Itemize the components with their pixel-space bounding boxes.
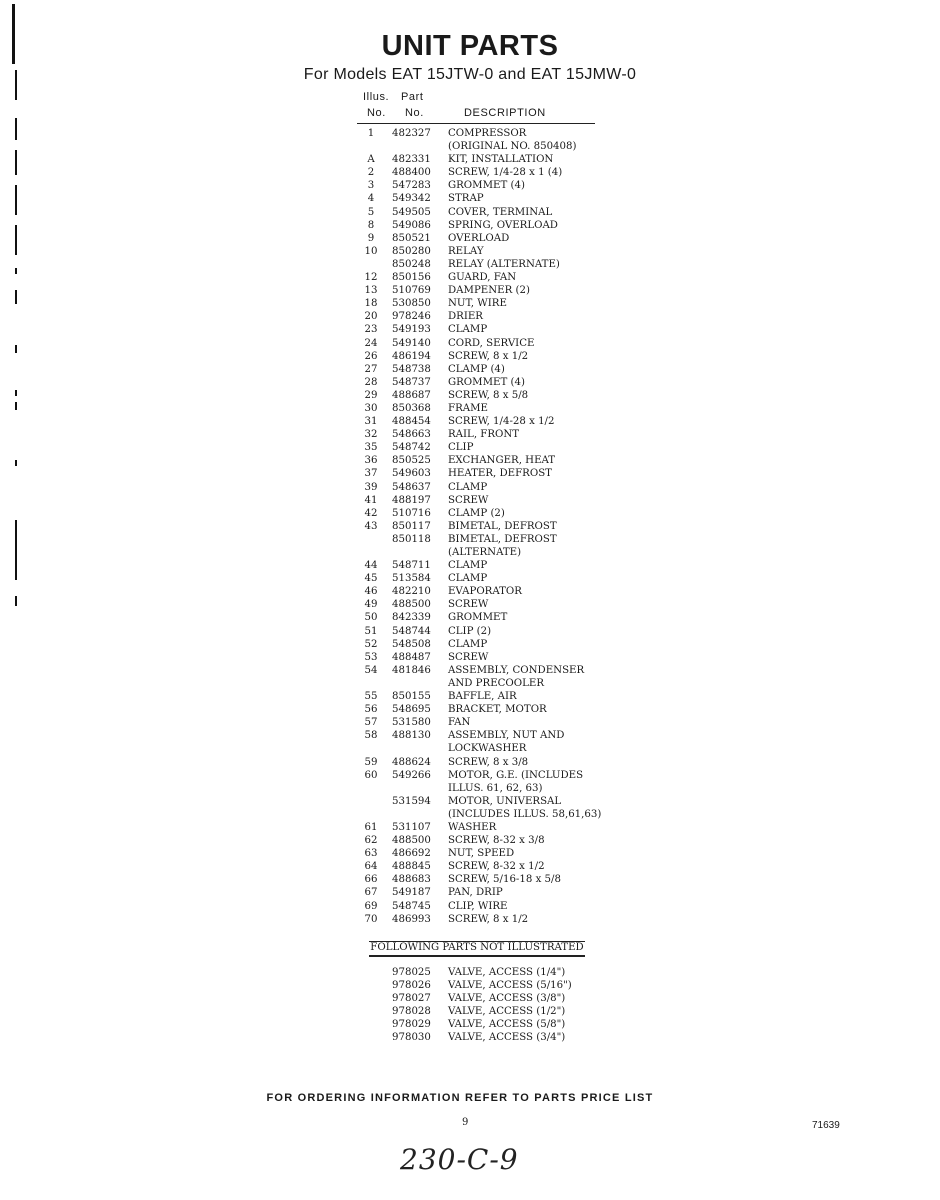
part-number: [392, 546, 448, 559]
part-number: 548742: [392, 442, 431, 454]
part-number: 978028: [392, 1006, 431, 1018]
table-row: [350, 219, 610, 232]
part-number: 488845: [392, 861, 431, 873]
part-number: 978029: [392, 1019, 431, 1031]
part-description: AND PRECOOLER: [448, 677, 545, 689]
table-row: [350, 913, 610, 926]
table-row: [350, 886, 610, 899]
part-number: 488454: [392, 416, 431, 428]
part-description: SCREW, 8-32 x 3/8: [448, 835, 545, 847]
part-number: 850118: [392, 533, 431, 545]
table-row: [350, 402, 610, 415]
part-description: MOTOR, G.E. (INCLUDES: [448, 769, 584, 781]
part-number: 549342: [392, 193, 431, 205]
part-number: 488130: [392, 730, 431, 742]
illus-number: 46: [364, 586, 378, 598]
not-illustrated-heading: FOLLOWING PARTS NOT ILLUSTRATED: [369, 941, 585, 957]
part-description: CLAMP: [448, 481, 488, 493]
illus-number: 1: [367, 128, 375, 139]
part-description: FAN: [448, 717, 471, 729]
part-description: VALVE, ACCESS (3/8"): [448, 993, 566, 1005]
part-number: 488500: [392, 835, 431, 847]
header-rule: [357, 123, 595, 124]
part-description: CLAMP: [448, 560, 488, 572]
table-row: [350, 415, 610, 428]
table-row: [350, 546, 610, 559]
illus-number: 3: [367, 180, 375, 192]
table-row: [350, 363, 610, 376]
part-number: [392, 140, 448, 153]
illus-number: [350, 533, 392, 546]
illus-header-top: Illus.: [363, 91, 390, 103]
part-number: 850117: [392, 520, 431, 532]
illus-number: 69: [364, 900, 378, 912]
part-number: 548695: [392, 704, 431, 716]
table-row: [350, 166, 610, 179]
part-description: CLIP, WIRE: [448, 900, 508, 912]
part-number: 488487: [392, 651, 431, 663]
part-number: 549266: [392, 769, 431, 781]
illus-number: 36: [364, 455, 378, 467]
table-row: [350, 271, 610, 284]
part-description: BIMETAL, DEFROST: [448, 533, 557, 545]
part-number: 486993: [392, 913, 431, 925]
illus-number: 42: [364, 507, 378, 519]
illus-number: 9: [367, 232, 375, 244]
illus-number: 59: [364, 756, 378, 768]
part-description: ASSEMBLY, NUT AND: [448, 730, 565, 742]
part-number: 531580: [392, 717, 431, 729]
table-row: [350, 507, 610, 520]
part-description: SCREW: [448, 494, 489, 506]
illus-number: 26: [364, 350, 378, 362]
page-number: 9: [462, 1117, 469, 1128]
illus-number: 63: [364, 848, 378, 860]
table-row: [350, 454, 610, 467]
part-description: EXCHANGER, HEAT: [448, 455, 556, 467]
table-row: [350, 966, 610, 979]
table-row: [350, 533, 610, 546]
table-row: [350, 376, 610, 389]
illus-number: [350, 1018, 392, 1031]
part-description: VALVE, ACCESS (5/8"): [448, 1019, 566, 1031]
part-number: [392, 808, 448, 821]
part-number: 488687: [392, 389, 431, 401]
illus-number: 50: [364, 612, 378, 624]
illus-number: 58: [364, 730, 378, 742]
table-row: [350, 467, 610, 480]
table-row: [350, 703, 610, 716]
table-row: [350, 756, 610, 769]
part-description: (INCLUDES ILLUS. 58,61,63): [448, 808, 602, 820]
part-number: 486692: [392, 848, 431, 860]
table-row: [350, 389, 610, 402]
table-row: [350, 337, 610, 350]
part-description: DRIER: [448, 311, 483, 323]
illus-number: [350, 782, 392, 795]
part-number: 549140: [392, 337, 431, 349]
table-row: [350, 232, 610, 245]
part-description: NUT, SPEED: [448, 848, 515, 860]
illus-number: 70: [364, 913, 378, 925]
table-row: [350, 979, 610, 992]
illus-number: 28: [364, 376, 378, 388]
part-number: [392, 677, 448, 690]
illus-number: 39: [364, 481, 378, 493]
part-description: CLIP (2): [448, 625, 492, 637]
part-description: EVAPORATOR: [448, 586, 522, 598]
part-number: 978025: [392, 967, 431, 978]
table-row: [350, 690, 610, 703]
illus-number: 45: [364, 573, 378, 585]
table-row: [350, 782, 610, 795]
part-number: 482210: [392, 586, 431, 598]
table-row: [350, 1005, 610, 1018]
part-description: (ORIGINAL NO. 850408): [448, 141, 577, 153]
illus-number: 52: [364, 638, 378, 650]
illus-number: 10: [364, 245, 378, 257]
table-row: [350, 873, 610, 886]
part-number: 549187: [392, 887, 431, 899]
illus-number: A: [367, 154, 375, 166]
illus-number: 30: [364, 402, 378, 414]
table-row: [350, 638, 610, 651]
illus-number: 55: [364, 691, 378, 703]
illus-number: 44: [364, 560, 378, 572]
illus-number: [350, 979, 392, 992]
illus-number: 64: [364, 861, 378, 873]
illus-number: 43: [364, 520, 378, 532]
part-description: CLAMP (4): [448, 363, 505, 375]
illus-number: [350, 677, 392, 690]
table-row: [350, 729, 610, 742]
illus-number: 4: [367, 193, 375, 205]
table-row: [350, 350, 610, 363]
table-row: [350, 769, 610, 782]
part-description: RELAY: [448, 245, 484, 257]
table-row: [350, 192, 610, 205]
illus-number: 60: [364, 769, 378, 781]
table-row: [350, 494, 610, 507]
illus-number: [350, 808, 392, 821]
part-description: ASSEMBLY, CONDENSER: [448, 664, 585, 676]
table-row: [350, 428, 610, 441]
table-row: [350, 795, 610, 808]
table-row: [350, 677, 610, 690]
part-number: [392, 782, 448, 795]
table-row: [350, 572, 610, 585]
part-number: 513584: [392, 573, 431, 585]
illus-number: 13: [364, 285, 378, 297]
part-description: SCREW, 8 x 3/8: [448, 756, 529, 768]
table-row: [350, 598, 610, 611]
table-row: [350, 611, 610, 624]
part-description: SCREW, 8-32 x 1/2: [448, 861, 545, 873]
illus-number: [350, 1005, 392, 1018]
part-number: 549505: [392, 206, 431, 218]
part-description: MOTOR, UNIVERSAL: [448, 795, 562, 807]
part-description: PAN, DRIP: [448, 887, 503, 899]
table-row: [350, 127, 610, 140]
illus-number: 12: [364, 272, 378, 284]
part-number: 548711: [392, 560, 431, 572]
illus-number: [350, 1031, 392, 1044]
illus-number: 20: [364, 311, 378, 323]
illus-number: 37: [364, 468, 378, 480]
part-description: GUARD, FAN: [448, 272, 517, 284]
part-description: SCREW, 5/16-18 x 5/8: [448, 874, 561, 886]
part-description: SCREW, 8 x 5/8: [448, 389, 529, 401]
table-row: [350, 847, 610, 860]
part-description: RELAY (ALTERNATE): [448, 258, 560, 270]
illus-number: [350, 546, 392, 559]
part-description: GROMMET: [448, 612, 508, 624]
illus-number: 49: [364, 599, 378, 611]
part-description: SCREW: [448, 599, 489, 611]
part-number: 850280: [392, 245, 431, 257]
part-description: (ALTERNATE): [448, 547, 522, 558]
illus-number: [350, 742, 392, 755]
part-number: 547283: [392, 180, 431, 192]
illus-number: 18: [364, 298, 378, 310]
part-description: CLAMP: [448, 638, 488, 650]
illus-number: 57: [364, 717, 378, 729]
part-number: 482331: [392, 154, 431, 166]
illus-number: 2: [367, 167, 375, 179]
illus-number: 27: [364, 363, 378, 375]
part-description: COMPRESSOR: [448, 128, 527, 139]
illus-number: [350, 140, 392, 153]
illus-number: [350, 992, 392, 1005]
illus-number: 41: [364, 494, 378, 506]
part-number: 548663: [392, 429, 431, 441]
part-number: 978026: [392, 980, 431, 992]
table-row: [350, 900, 610, 913]
part-description: SCREW, 8 x 1/2: [448, 350, 529, 362]
part-description: CORD, SERVICE: [448, 337, 535, 349]
part-number: 850156: [392, 272, 431, 284]
table-row: [350, 651, 610, 664]
part-description: SPRING, OVERLOAD: [448, 219, 558, 231]
table-row: [350, 245, 610, 258]
part-number: 850248: [392, 258, 431, 270]
illus-number: 35: [364, 442, 378, 454]
part-number: 548738: [392, 363, 431, 375]
part-description: VALVE, ACCESS (1/4"): [448, 967, 566, 978]
part-description: NUT, WIRE: [448, 298, 507, 310]
illus-number: 31: [364, 416, 378, 428]
illus-number: 61: [364, 821, 378, 833]
table-row: [350, 297, 610, 310]
not-illustrated-list: [350, 966, 610, 1045]
description-header: DESCRIPTION: [464, 107, 546, 119]
part-description: VALVE, ACCESS (3/4"): [448, 1032, 566, 1044]
parts-list: [350, 127, 610, 926]
part-description: BRACKET, MOTOR: [448, 704, 547, 716]
part-number: 978030: [392, 1032, 431, 1044]
ordering-info-note: FOR ORDERING INFORMATION REFER TO PARTS PRICE LIST: [266, 1092, 654, 1104]
illus-number: 54: [364, 664, 378, 676]
document-code: 71639: [812, 1120, 840, 1131]
part-description: STRAP: [448, 193, 484, 205]
table-row: [350, 1018, 610, 1031]
part-number: 548744: [392, 625, 431, 637]
illus-number: 23: [364, 324, 378, 336]
table-row: [350, 520, 610, 533]
table-row: [350, 585, 610, 598]
part-number: 531594: [392, 795, 431, 807]
part-description: GROMMET (4): [448, 376, 525, 388]
part-header-top: Part: [401, 91, 424, 103]
part-description: HEATER, DEFROST: [448, 468, 552, 480]
illus-number: [350, 795, 392, 808]
table-row: [350, 258, 610, 271]
table-row: [350, 441, 610, 454]
part-description: BIMETAL, DEFROST: [448, 520, 557, 532]
illus-number: 5: [367, 206, 375, 218]
part-number: 850368: [392, 402, 431, 414]
part-number: 488400: [392, 167, 431, 179]
part-number: 488624: [392, 756, 431, 768]
part-description: VALVE, ACCESS (5/16"): [448, 980, 572, 992]
part-description: CLAMP (2): [448, 507, 505, 519]
table-row: [350, 808, 610, 821]
table-row: [350, 284, 610, 297]
part-number: 842339: [392, 612, 431, 624]
table-row: [350, 664, 610, 677]
illus-number: 66: [364, 874, 378, 886]
part-number: 510716: [392, 507, 431, 519]
part-description: BAFFLE, AIR: [448, 691, 517, 703]
part-number: 548637: [392, 481, 431, 493]
illus-number: 24: [364, 337, 378, 349]
part-number: 510769: [392, 285, 431, 297]
part-number: 548508: [392, 638, 431, 650]
part-number: 549193: [392, 324, 431, 336]
illus-number: 53: [364, 651, 378, 663]
part-number: 549603: [392, 468, 431, 480]
table-row: [350, 559, 610, 572]
table-row: [350, 860, 610, 873]
table-row: [350, 742, 610, 755]
part-description: CLAMP: [448, 573, 488, 585]
part-description: COVER, TERMINAL: [448, 206, 553, 218]
illus-number: 8: [367, 219, 375, 231]
table-row: [350, 821, 610, 834]
table-row: [350, 625, 610, 638]
handwritten-note: 230-C-9: [400, 1143, 519, 1176]
part-number: 531107: [392, 821, 431, 833]
illus-number: 51: [364, 625, 378, 637]
table-row: [350, 834, 610, 847]
illus-number: 32: [364, 429, 378, 441]
table-row: [350, 992, 610, 1005]
part-number: 486194: [392, 350, 431, 362]
part-description: SCREW, 8 x 1/2: [448, 913, 529, 925]
part-description: CLAMP: [448, 324, 488, 336]
illus-no-header: No.: [367, 107, 386, 119]
left-margin-punch-marks: [0, 0, 30, 1200]
part-description: SCREW: [448, 651, 489, 663]
illus-number: [350, 966, 392, 979]
table-row: [350, 140, 610, 153]
part-description: DAMPENER (2): [448, 285, 530, 297]
part-number: 530850: [392, 298, 431, 310]
table-row: [350, 323, 610, 336]
part-number: 488683: [392, 874, 431, 886]
illus-number: 62: [364, 835, 378, 847]
table-row: [350, 310, 610, 323]
part-description: SCREW, 1/4-28 x 1 (4): [448, 167, 563, 179]
illus-number: 56: [364, 704, 378, 716]
part-number: 548737: [392, 376, 431, 388]
part-description: RAIL, FRONT: [448, 429, 520, 441]
part-description: GROMMET (4): [448, 180, 525, 192]
part-number: 850155: [392, 691, 431, 703]
part-description: CLIP: [448, 442, 474, 454]
part-number: 549086: [392, 219, 431, 231]
part-number: 482327: [392, 128, 431, 139]
table-row: [350, 481, 610, 494]
part-number: 548745: [392, 900, 431, 912]
illus-number: 29: [364, 389, 378, 401]
part-number: 481846: [392, 664, 431, 676]
part-description: VALVE, ACCESS (1/2"): [448, 1006, 566, 1018]
table-row: [350, 716, 610, 729]
table-row: [350, 153, 610, 166]
part-description: SCREW, 1/4-28 x 1/2: [448, 416, 555, 428]
illus-number: [350, 258, 392, 271]
page-title: UNIT PARTS: [381, 30, 559, 62]
part-number: 850521: [392, 232, 431, 244]
part-number: 488197: [392, 494, 431, 506]
table-row: [350, 179, 610, 192]
table-row: [350, 1031, 610, 1044]
part-description: WASHER: [448, 821, 497, 833]
part-description: ILLUS. 61, 62, 63): [448, 782, 543, 794]
part-number: 978246: [392, 311, 431, 323]
part-description: OVERLOAD: [448, 232, 510, 244]
part-number: 850525: [392, 455, 431, 467]
part-description: KIT, INSTALLATION: [448, 154, 554, 166]
part-number: [392, 742, 448, 755]
part-description: LOCKWASHER: [448, 743, 527, 755]
part-number: 978027: [392, 993, 431, 1005]
part-number: 488500: [392, 599, 431, 611]
part-description: FRAME: [448, 402, 488, 414]
part-no-header: No.: [405, 107, 424, 119]
table-row: [350, 206, 610, 219]
page-subtitle: For Models EAT 15JTW-0 and EAT 15JMW-0: [303, 66, 637, 83]
illus-number: 67: [364, 887, 378, 899]
